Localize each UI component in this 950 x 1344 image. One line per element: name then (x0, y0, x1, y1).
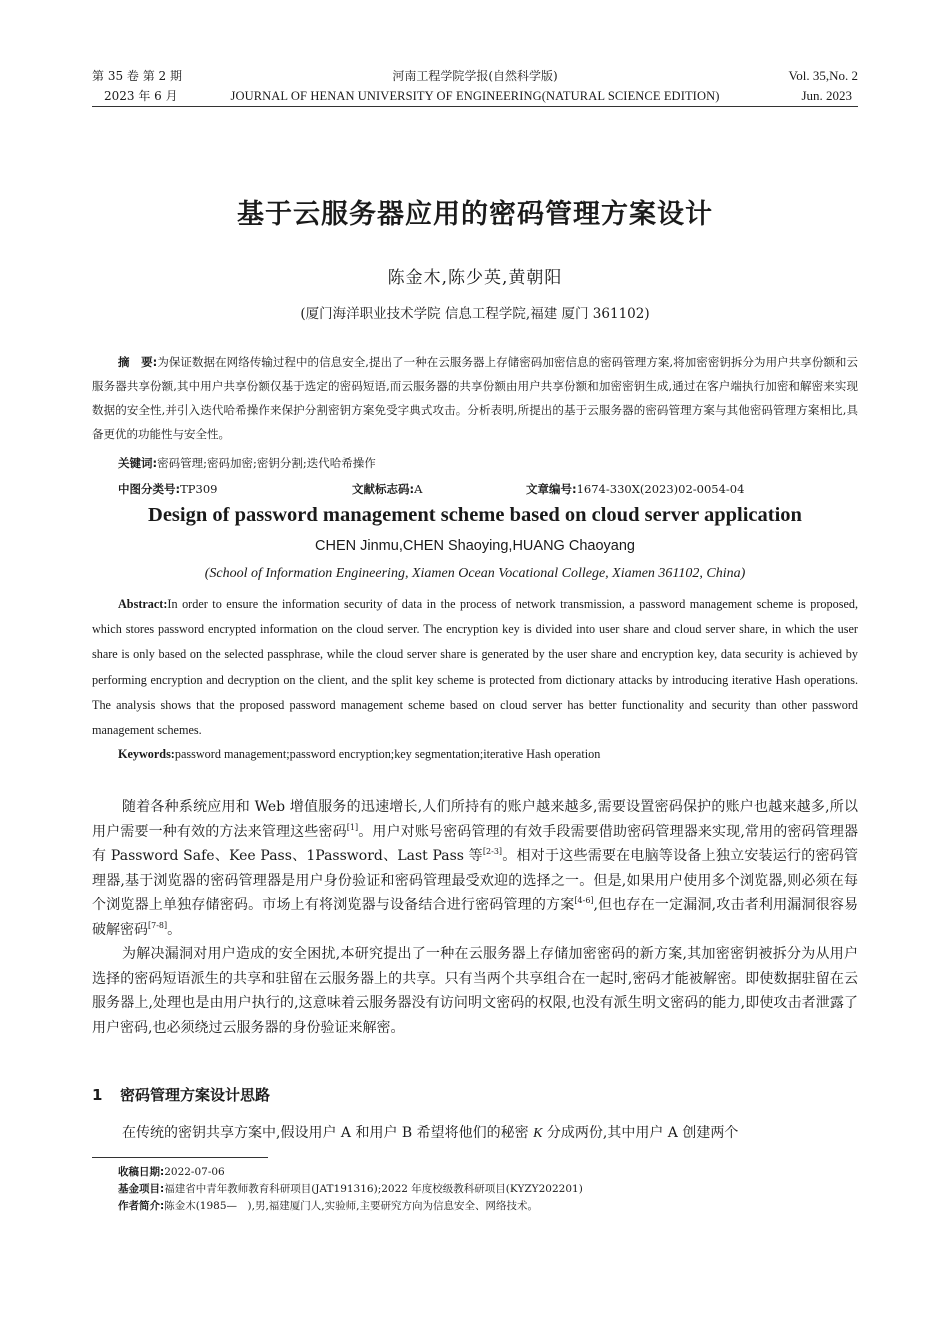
keywords-cn-text: 密码管理;密码加密;密钥分割;迭代哈希操作 (157, 456, 376, 470)
journal-name-en: JOURNAL OF HENAN UNIVERSITY OF ENGINEERING(NATURAL SCIENCE EDITION) (230, 89, 720, 103)
clc-number: 中图分类号:TP309 (118, 482, 218, 496)
paper-title-en: Design of password management scheme based on cloud server application (148, 504, 802, 526)
date-en: Jun. 2023 (801, 88, 852, 103)
received-date: 收稿日期:2022-07-06 (118, 1166, 225, 1178)
date-cn: 2023 年 6 月 (104, 89, 178, 103)
authors-en: CHEN Jinmu,CHEN Shaoying,HUANG Chaoyang (315, 538, 635, 554)
affiliation-cn: (厦门海洋职业技术学院 信息工程学院,福建 厦门 361102) (300, 306, 650, 322)
intro-paragraph-2: 为解决漏洞对用户造成的安全困扰,本研究提出了一种在云服务器上存储加密密码的新方案,其加密密钥被拆分为从用户选择的密码短语派生的共享和驻留在云服务器上的共享。只有当两个共享组合在一起时,密码才能被解密。即使数据驻留在云服务器上,处理也是由用户执行的,这意味着云服务器没有访问明文密码的权限,也没有派生明文密码的能力,即使攻击者泄露了用户密码,也必须绕过云服务器的身份验证来解密。 (92, 946, 858, 1036)
author-bio: 作者简介:陈金木(1985— ),男,福建厦门人,实验师,主要研究方向为信息安全、网络技术。 (118, 1200, 538, 1212)
abstract-cn-label: 摘 要: (118, 355, 158, 369)
abstract-cn (92, 350, 858, 446)
citation[interactable]: [2-3] (482, 847, 503, 856)
article-number: 文章编号:1674-330X(2023)02-0054-04 (526, 482, 745, 496)
section-number: 1 (92, 1086, 103, 1104)
volume-issue-cn: 第 35 卷 第 2 期 (92, 69, 182, 83)
footnotes (118, 1164, 858, 1215)
introduction (92, 795, 858, 1040)
document-code: 文献标志码:A (352, 482, 423, 496)
fund-project: 基金项目:福建省中青年教师教育科研项目(JAT191316);2022 年度校级教科研项目(KYZY202201) (118, 1183, 583, 1195)
volume-issue-en: Vol. 35,No. 2 (788, 68, 858, 83)
intro-paragraph-1: 随着各种系统应用和 Web 增值服务的迅速增长,人们所持有的账户越来越多,需要设置密码保护的账户也越来越多,所以用户需要一种有效的方法来管理这些密码[1]。用户对账号密码管理的有效手段需要借助密码管理器来实现,常用的密码管理器有 Password Safe、Kee Pass、1Password、Last Pass 等[2-3]。相对于这些需要在电脑等设备上独立安装运行的密码管理器,基于浏览器的密码管理器是用户身份验证和密码管理最受欢迎的选择之一。但是,如果用户使用多个浏览器,则必须在每个浏览器上单独存储密码。市场上有将浏览器与设备结合进行密码管理的方案[4-6],但也存在一定漏洞,攻击者利用漏洞很容易破解密码[7-8]。 (92, 799, 859, 938)
paper-title-cn: 基于云服务器应用的密码管理方案设计 (237, 199, 713, 230)
keywords-en (118, 742, 600, 766)
citation[interactable]: [1] (346, 822, 359, 832)
citation[interactable]: [7-8] (148, 920, 168, 930)
keywords-en-text: password management;password encryption;key segmentation;iterative Hash operation (174, 747, 601, 761)
abstract-en (92, 592, 858, 743)
section-title: 密码管理方案设计思路 (120, 1086, 271, 1104)
keywords-cn (118, 451, 376, 475)
affiliation-en: (School of Information Engineering, Xiamen Ocean Vocational College, Xiamen 361102, China) (204, 566, 746, 581)
keywords-en-label: Keywords: (118, 747, 175, 761)
journal-name-cn: 河南工程学院学报(自然科学版) (392, 69, 558, 83)
abstract-cn-text: 为保证数据在网络传输过程中的信息安全,提出了一种在云服务器上存储密码加密信息的密码管理方案,将加密密钥拆分为用户共享份额和云服务器共享份额,其中用户共享份额仅基于选定的密码短语,而云服务器的共享份额由用户共享份额和加密密钥生成,通过在客户端执行加密和解密来实现数据的安全性,并引入迭代哈希操作来保护分割密钥方案免受字典式攻击。分析表明,所提出的基于云服务器的密码管理方案与其他密码管理方案相比,具备更优的功能性与安全性。 (92, 355, 858, 441)
footnote-rule (92, 1157, 268, 1158)
section-1-paragraph: 在传统的密钥共享方案中,假设用户 A 和用户 B 希望将他们的秘密 K 分成两份,其中用户 A 创建两个 (122, 1125, 739, 1141)
section-1-heading (92, 1084, 270, 1105)
keywords-cn-label: 关键词: (118, 456, 158, 470)
running-header (92, 68, 858, 104)
citation[interactable]: [4-6] (574, 896, 594, 905)
abstract-en-label: Abstract: (118, 597, 168, 611)
header-rule (92, 106, 858, 107)
authors-cn: 陈金木,陈少英,黄朝阳 (387, 268, 563, 288)
abstract-en-text: In order to ensure the information security of data in the process of network transmission, a password management scheme is proposed, which stores password encrypted information on the cloud server. The encryption key is divided into user share and cloud server share, in which the user share is only based on the selected passphrase, while the cloud server share is generated by the user share and encryption key, data security is achieved by performing encryption and decryption on the client, and the split key scheme is protected from dictionary attacks by introducing iterative Hash operations. The analysis shows that the proposed password management scheme based on cloud server has better functionality and security than other password management schemes. (92, 597, 858, 738)
